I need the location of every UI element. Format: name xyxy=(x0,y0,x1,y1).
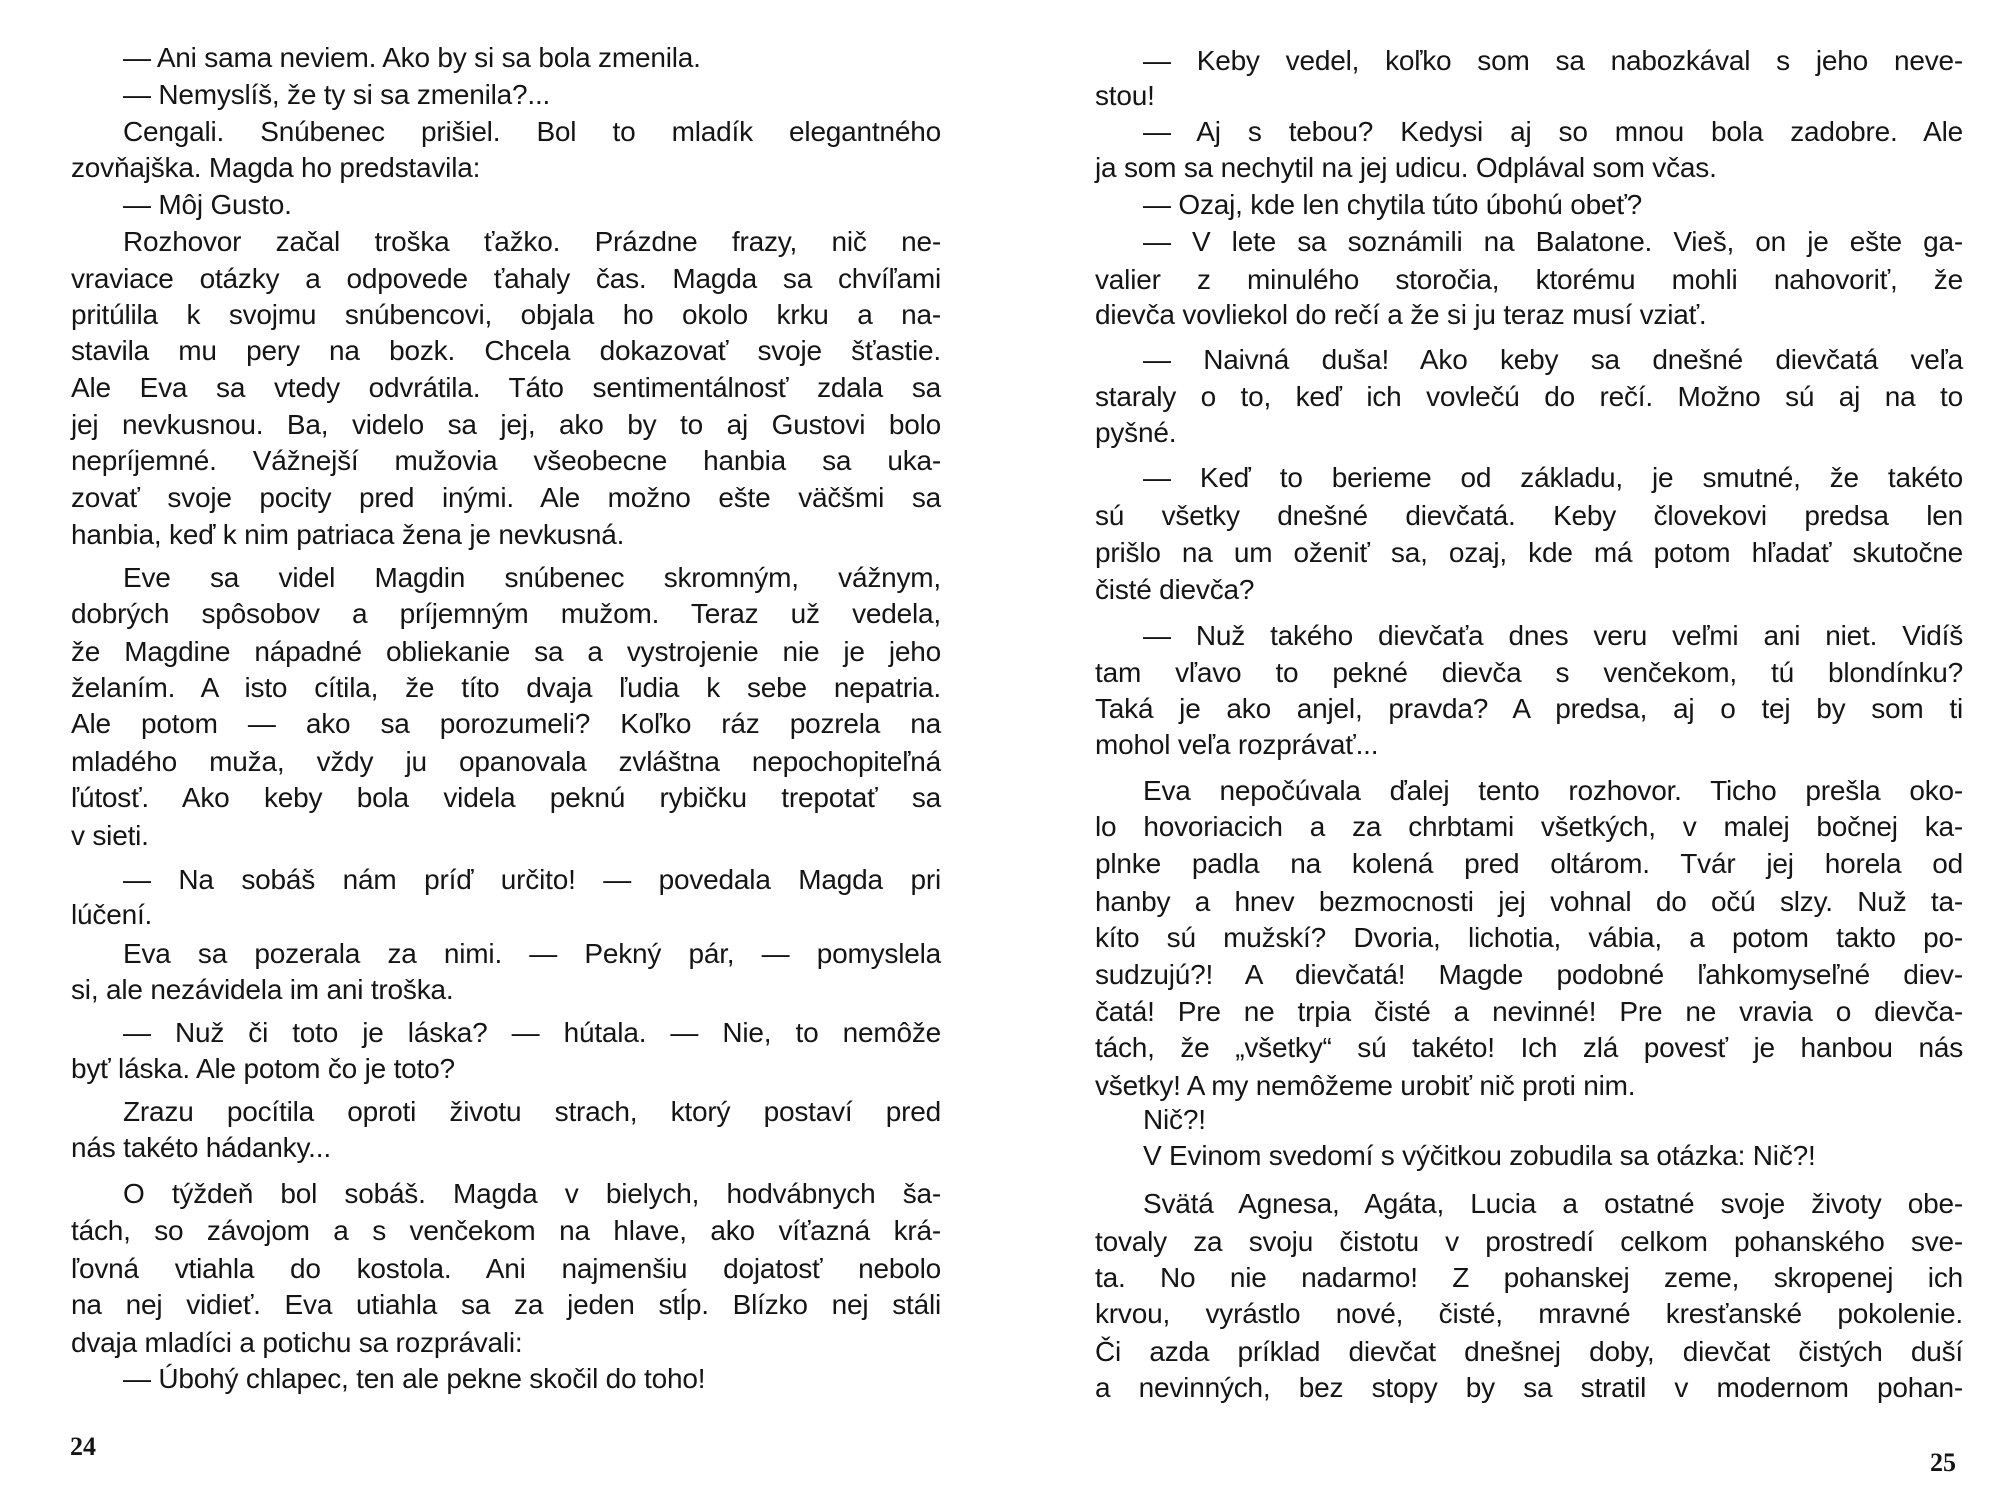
text-line: stavila mu pery na bozk. Chcela dokazovať svoje šťastie. xyxy=(71,335,941,366)
text-line: — Môj Gusto. xyxy=(123,189,292,220)
page-number: 24 xyxy=(70,1432,96,1461)
text-line: v sieti. xyxy=(71,820,149,851)
text-line: — Nuž takého dievčaťa dnes veru veľmi ani niet. Vidíš xyxy=(1143,620,1963,651)
text-line: — Úbohý chlapec, ten ale pekne skočil do toho! xyxy=(123,1363,706,1394)
text-line: dievča vovliekol do rečí a že si ju teraz musí vziať. xyxy=(1095,299,1707,330)
text-line: — Ani sama neviem. Ako by si sa bola zmenila. xyxy=(123,42,701,73)
text-line: sú všetky dnešné dievčatá. Keby človekovi predsa len xyxy=(1095,500,1963,531)
text-line: valier z minulého storočia, ktorému mohli nahovoriť, že xyxy=(1095,264,1963,295)
text-line: — Na sobáš nám príď určito! — povedala Magda pri xyxy=(123,864,941,895)
text-line: — V lete sa soznámili na Balatone. Vieš, on je ešte ga- xyxy=(1143,226,1963,257)
text-line: — Nemyslíš, že ty si sa zmenila?... xyxy=(123,79,551,110)
text-line: sudzujú?! A dievčatá! Magde podobné ľahkomyseľné diev- xyxy=(1095,959,1963,990)
text-line: V Evinom svedomí s výčitkou zobudila sa otázka: Nič?! xyxy=(1143,1140,1816,1171)
text-line: vraviace otázky a odpovede ťahaly čas. Magda sa chvíľami xyxy=(71,263,941,294)
text-line: ja som sa nechytil na jej udicu. Odplával som včas. xyxy=(1095,152,1717,183)
text-line: stou! xyxy=(1095,80,1155,111)
text-line: — Keď to berieme od základu, je smutné, že takéto xyxy=(1143,462,1963,493)
text-line: mohol veľa rozprávať... xyxy=(1095,729,1379,760)
text-line: si, ale nezávidela im ani troška. xyxy=(71,974,454,1005)
text-line: tovaly za svoju čistotu v prostredí celkom pohanského sve- xyxy=(1095,1226,1963,1257)
text-line: hanbia, keď k nim patriaca žena je nevkusná. xyxy=(71,519,625,550)
text-line: ľútosť. Ako keby bola videla peknú rybičku trepotať sa xyxy=(71,782,941,813)
text-line: Svätá Agnesa, Agáta, Lucia a ostatné svoje životy obe- xyxy=(1143,1188,1963,1219)
text-line: — Aj s tebou? Kedysi aj so mnou bola zadobre. Ale xyxy=(1143,116,1963,147)
text-line: O týždeň bol sobáš. Magda v bielych, hodvábnych ša- xyxy=(123,1178,941,1209)
text-line: kíto sú mužskí? Dvoria, lichotia, vábia, a potom takto po- xyxy=(1095,922,1963,953)
text-line: na nej vidieť. Eva utiahla sa za jeden stĺp. Blízko nej stáli xyxy=(71,1289,941,1320)
text-line: tách, že „všetky“ sú takéto! Ich zlá povesť je hanbou nás xyxy=(1095,1032,1963,1063)
text-line: staraly o to, keď ich vovlečú do rečí. Možno sú aj na to xyxy=(1095,381,1963,412)
text-line: mladého muža, vždy ju opanovala zvláštna nepochopiteľná xyxy=(71,746,941,777)
text-line: Eva nepočúvala ďalej tento rozhovor. Ticho prešla oko- xyxy=(1143,775,1963,806)
text-line: pyšné. xyxy=(1095,417,1177,448)
text-line: Cengali. Snúbenec prišiel. Bol to mladík elegantného xyxy=(123,116,941,147)
text-line: Ale potom — ako sa porozumeli? Koľko ráz pozrela na xyxy=(71,708,941,739)
text-line: tách, so závojom a s venčekom na hlave, ako víťazná krá- xyxy=(71,1215,941,1246)
text-line: zovať svoje pocity pred inými. Ale možno ešte väčšmi sa xyxy=(71,482,941,513)
text-line: tam vľavo to pekné dievča s venčekom, tú blondínku? xyxy=(1095,657,1963,688)
text-line: Eva sa pozerala za nimi. — Pekný pár, — pomyslela xyxy=(123,938,941,969)
text-line: — Ozaj, kde len chytila túto úbohú obeť? xyxy=(1143,189,1643,220)
text-line: — Nuž či toto je láska? — hútala. — Nie, to nemôže xyxy=(123,1017,941,1048)
text-line: lo hovoriacich a za chrbtami všetkých, v malej bočnej ka- xyxy=(1095,811,1963,842)
text-line: nepríjemné. Vážnejší mužovia všeobecne hanbia sa uka- xyxy=(71,445,941,476)
text-line: lúčení. xyxy=(71,899,153,930)
text-line: želaním. A isto cítila, že títo dvaja ľudia k sebe nepatria. xyxy=(71,672,941,703)
text-line: ta. No nie nadarmo! Z pohanskej zeme, skropenej ich xyxy=(1095,1262,1963,1293)
text-line: všetky! A my nemôžeme urobiť nič proti nim. xyxy=(1095,1070,1636,1101)
text-line: — Naivná duša! Ako keby sa dnešné dievčatá veľa xyxy=(1143,344,1963,375)
text-line: dobrých spôsobov a príjemným mužom. Teraz už vedela, xyxy=(71,598,941,629)
text-line: Taká je ako anjel, pravda? A predsa, aj o tej by som ti xyxy=(1095,693,1963,724)
text-line: Rozhovor začal troška ťažko. Prázdne frazy, nič ne- xyxy=(123,226,941,257)
text-line: zovňajška. Magda ho predstavila: xyxy=(71,152,481,183)
text-line: — Keby vedel, koľko som sa nabozkával s jeho neve- xyxy=(1143,45,1963,76)
text-line: čisté dievča? xyxy=(1095,574,1255,605)
text-line: pritúlila k svojmu snúbencovi, objala ho okolo krku a na- xyxy=(71,299,941,330)
text-line: krvou, vyrástlo nové, čisté, mravné kresťanské pokolenie. xyxy=(1095,1298,1963,1329)
text-line: že Magdine nápadné obliekanie sa a vystrojenie nie je jeho xyxy=(71,636,941,667)
right-page xyxy=(1006,0,2012,1500)
text-line: Nič?! xyxy=(1143,1104,1206,1135)
text-line: nás takéto hádanky... xyxy=(71,1132,331,1163)
page-number: 25 xyxy=(1930,1448,1956,1477)
text-line: Ale Eva sa vtedy odvrátila. Táto sentimentálnosť zdala sa xyxy=(71,372,941,403)
text-line: prišlo na um oženiť sa, ozaj, kde má potom hľadať skutočne xyxy=(1095,537,1963,568)
text-line: čatá! Pre ne trpia čisté a nevinné! Pre ne vravia o dievča- xyxy=(1095,996,1963,1027)
text-line: Zrazu pocítila oproti životu strach, ktorý postaví pred xyxy=(123,1096,941,1127)
text-line: Eve sa videl Magdin snúbenec skromným, vážnym, xyxy=(123,562,941,593)
text-line: a nevinných, bez stopy by sa stratil v modernom pohan- xyxy=(1095,1372,1963,1403)
text-line: jej nevkusnou. Ba, videlo sa jej, ako by to aj Gustovi bolo xyxy=(71,409,941,440)
text-line: hanby a hnev bezmocnosti jej vohnal do očú slzy. Nuž ta- xyxy=(1095,886,1963,917)
text-line: plnke padla na kolená pred oltárom. Tvár jej horela od xyxy=(1095,848,1963,879)
text-line: byť láska. Ale potom čo je toto? xyxy=(71,1053,455,1084)
text-line: ľovná vtiahla do kostola. Ani najmenšiu dojatosť nebolo xyxy=(71,1253,941,1284)
text-line: Či azda príklad dievčat dnešnej doby, dievčat čistých duší xyxy=(1095,1336,1963,1367)
text-line: dvaja mladíci a potichu sa rozprávali: xyxy=(71,1327,523,1358)
